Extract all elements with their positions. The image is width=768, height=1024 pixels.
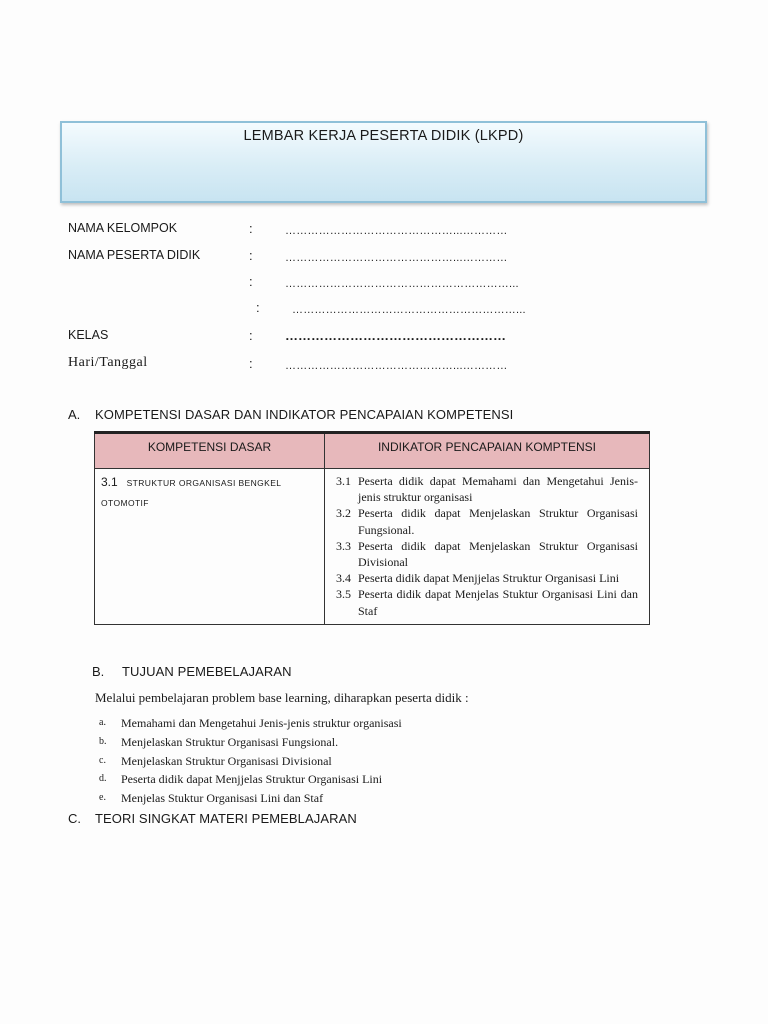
- colon: :: [249, 274, 253, 289]
- objective-letter: d.: [99, 773, 107, 785]
- indicator-text: Peserta didik dapat Menjjelas Struktur Organisasi Lini: [358, 571, 620, 586]
- objective-text: Menjelaskan Struktur Organisasi Divisional: [121, 753, 332, 768]
- kd-name: STRUKTUR ORGANISASI BENGKEL OTOMOTIF: [101, 478, 282, 508]
- indicator-number: 3.4: [336, 571, 351, 586]
- fill-line-member-3: ……………………………………………………...: [292, 304, 526, 316]
- objective-text: Memahami dan Mengetahui Jenis-jenis struktur organisasi: [121, 716, 402, 730]
- colon: :: [256, 300, 260, 315]
- list-item: [99, 716, 402, 735]
- objective-text: Menjelaskan Struktur Organisasi Fungsional.: [121, 734, 339, 749]
- fill-line-kelas: ……………………………………………: [285, 328, 506, 343]
- objective-letter: c.: [99, 754, 106, 766]
- section-c-title: TEORI SINGKAT MATERI PEMEBLAJARAN: [95, 811, 357, 826]
- objective-list: [99, 716, 402, 810]
- list-item: [99, 772, 402, 791]
- indicator-list: [326, 470, 648, 619]
- section-a-title: KOMPETENSI DASAR DAN INDIKATOR PENCAPAIAN KOMPETENSI: [95, 407, 514, 422]
- indicator-text: Peserta didik dapat Menjelas Stuktur Organisasi Lini dan Staf: [358, 587, 638, 618]
- kd-code: 3.1: [101, 475, 118, 489]
- label-kelas: KELAS: [68, 328, 109, 342]
- kd-cell: [95, 469, 325, 625]
- list-item: [336, 570, 638, 586]
- document-title: LEMBAR KERJA PESERTA DIDIK (LKPD): [243, 128, 524, 144]
- list-item: [99, 754, 402, 773]
- list-item: [99, 791, 402, 810]
- kd-column-header: KOMPETENSI DASAR: [95, 433, 325, 469]
- indicator-number: 3.5: [336, 587, 351, 602]
- section-b-title: TUJUAN PEMEBELAJARAN: [122, 664, 292, 679]
- objective-text: Peserta didik dapat Menjjelas Struktur Organisasi Lini: [121, 772, 383, 787]
- list-item: [336, 473, 638, 505]
- indicator-text: Peserta didik dapat Menjelaskan Struktur Organisasi Divisional: [358, 538, 638, 570]
- indicator-number: 3.1: [336, 474, 351, 488]
- fill-line-nama-peserta-didik: ………………………………………...…………: [285, 252, 508, 264]
- indicator-cell: [325, 469, 650, 625]
- list-item: [336, 538, 638, 570]
- fill-line-hari-tanggal: ………………………………………...…………: [285, 360, 508, 372]
- list-item: [336, 505, 638, 537]
- colon: :: [249, 328, 253, 343]
- colon: :: [249, 248, 253, 263]
- indicator-column-header: INDIKATOR PENCAPAIAN KOMPTENSI: [325, 433, 650, 469]
- section-a-letter: A.: [68, 407, 81, 422]
- section-b-intro: Melalui pembelajaran problem base learning, diharapkan peserta didik :: [95, 690, 469, 705]
- label-nama-peserta-didik: NAMA PESERTA DIDIK: [68, 248, 201, 262]
- title-banner: [60, 121, 707, 203]
- indicator-text: Peserta didik dapat Menjelaskan Struktur Organisasi Fungsional.: [358, 506, 638, 537]
- competency-table: [94, 431, 650, 625]
- section-c-letter: C.: [68, 811, 81, 826]
- colon: :: [249, 356, 253, 371]
- indicator-number: 3.3: [336, 538, 351, 553]
- indicator-number: 3.2: [336, 506, 351, 521]
- section-b-letter: B.: [92, 664, 105, 679]
- fill-line-nama-kelompok: ………………………………………...…………: [285, 225, 508, 237]
- objective-text: Menjelas Stuktur Organisasi Lini dan Staf: [121, 791, 324, 806]
- label-nama-kelompok: NAMA KELOMPOK: [68, 221, 178, 235]
- objective-letter: a.: [99, 717, 106, 728]
- colon: :: [249, 221, 253, 236]
- objective-letter: b.: [99, 735, 107, 747]
- list-item: [336, 586, 638, 618]
- indicator-text: Peserta didik dapat Memahami dan Mengetahui Jenis-jenis struktur organisasi: [358, 474, 638, 505]
- list-item: [99, 735, 402, 754]
- label-hari-tanggal: Hari/Tanggal: [68, 355, 148, 370]
- objective-letter: e.: [99, 792, 106, 804]
- fill-line-member-2: ……………………………………………………...: [285, 278, 519, 290]
